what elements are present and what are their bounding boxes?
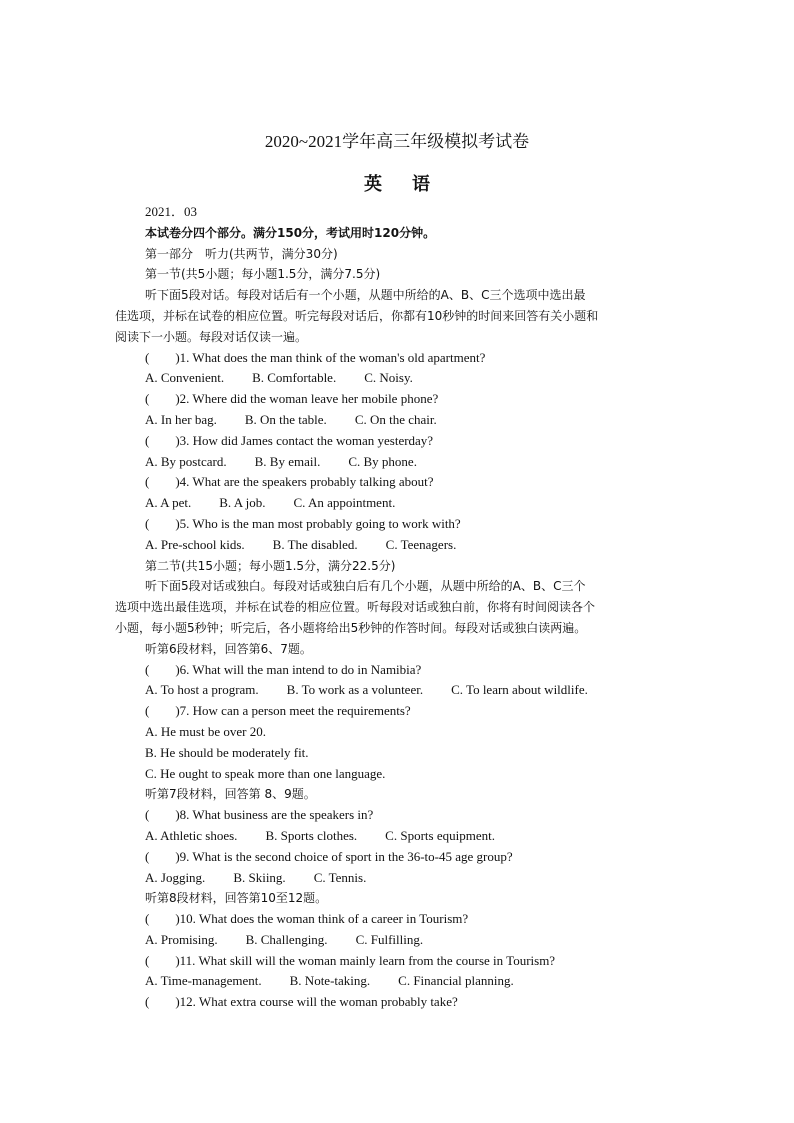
question-7-option-a: A. He must be over 20. — [145, 723, 266, 739]
exam-title: 2020~2021学年高三年级模拟考试卷 — [264, 132, 530, 151]
question-4-options — [145, 493, 685, 514]
section2-instruction-line1: 听下面5段对话或独白。每段对话或独白后有几个小题，从题中所给的A、B、C三个 — [145, 579, 586, 594]
subject-title: 英语 — [364, 174, 460, 195]
question-5-options — [145, 535, 685, 556]
section2-instruction-line2: 选项中选出最佳选项，并标在试卷的相应位置。听每段对话或独白前，你将有时间阅读各个 — [115, 600, 596, 615]
question-10-options — [145, 930, 685, 951]
option-a: A. Time-management. — [145, 973, 262, 989]
section1-title: 第一节(共5小题；每小题1.5分，满分7.5分) — [145, 267, 381, 282]
question-1-options — [145, 368, 685, 389]
question-7-option-c: C. He ought to speak more than one language. — [145, 765, 386, 781]
question-6-options — [145, 680, 685, 701]
option-c: C. Tennis. — [313, 869, 367, 885]
option-b: B. Note-taking. — [289, 973, 371, 989]
option-b: B. Challenging. — [245, 931, 328, 947]
option-c: C. Fulfilling. — [355, 931, 424, 947]
question-9: ( )9. What is the second choice of sport in the 36-to-45 age group? — [145, 848, 513, 864]
question-3: ( )3. How did James contact the woman yesterday? — [145, 432, 434, 448]
question-7-option-b: B. He should be moderately fit. — [145, 744, 309, 760]
question-9-options — [145, 868, 685, 889]
option-a: A. By postcard. — [145, 453, 227, 469]
option-c: C. An appointment. — [293, 495, 396, 511]
option-a: A. In her bag. — [145, 411, 217, 427]
option-a: A. A pet. — [145, 495, 192, 511]
option-c: C. On the chair. — [354, 411, 437, 427]
option-b: B. To work as a volunteer. — [286, 682, 424, 698]
option-a: A. Promising. — [145, 931, 218, 947]
option-b: B. Comfortable. — [252, 370, 337, 386]
option-c: C. Noisy. — [364, 370, 413, 386]
question-1: ( )1. What does the man think of the woman's old apartment? — [145, 349, 486, 365]
option-b: B. Sports clothes. — [265, 827, 358, 843]
question-5: ( )5. Who is the man most probably going to work with? — [145, 515, 461, 531]
section1-instruction-line2: 佳选项，并标在试卷的相应位置。听完每段对话后，你都有10秒钟的时间来回答有关小题和 — [115, 308, 599, 323]
exam-body — [115, 202, 685, 1013]
section2-instruction-line3: 小题，每小题5秒钟；听完后，各小题将给出5秒钟的作答时间。每段对话或独白读两遍。 — [115, 620, 587, 635]
exam-date: 2021．03 — [145, 204, 198, 219]
option-b: B. Skiing. — [233, 869, 286, 885]
option-c: C. By phone. — [348, 453, 417, 469]
section1-instruction-line1: 听下面5段对话。每段对话后有一个小题，从题中所给的A、B、C三个选项中选出最 — [145, 288, 586, 303]
material-6-heading: 听第6段材料，回答第6、7题。 — [145, 641, 312, 656]
option-b: B. On the table. — [244, 411, 327, 427]
question-4: ( )4. What are the speakers probably talking about? — [145, 474, 434, 490]
option-c: C. To learn about wildlife. — [451, 682, 588, 698]
option-a: A. Athletic shoes. — [145, 827, 238, 843]
option-b: B. By email. — [254, 453, 321, 469]
question-7: ( )7. How can a person meet the requirements? — [145, 703, 411, 719]
question-8-options — [145, 826, 685, 847]
question-3-options — [145, 452, 685, 473]
exam-note: 本试卷分四个部分。满分150分，考试用时120分钟。 — [145, 225, 436, 240]
option-c: C. Financial planning. — [398, 973, 514, 989]
material-8-heading: 听第8段材料，回答第10至12题。 — [145, 891, 328, 906]
option-a: A. To host a program. — [145, 682, 259, 698]
option-a: A. Convenient. — [145, 370, 225, 386]
option-c: C. Sports equipment. — [385, 827, 495, 843]
question-11-options — [145, 971, 685, 992]
question-11: ( )11. What skill will the woman mainly learn from the course in Tourism? — [145, 952, 556, 968]
option-c: C. Teenagers. — [385, 536, 457, 552]
option-a: A. Jogging. — [145, 869, 206, 885]
question-10: ( )10. What does the woman think of a career in Tourism? — [145, 911, 469, 927]
section2-title: 第二节(共15小题；每小题1.5分，满分22.5分) — [145, 558, 396, 573]
option-b: B. A job. — [219, 495, 266, 511]
question-2-options — [145, 410, 685, 431]
question-2: ( )2. Where did the woman leave her mobile phone? — [145, 391, 439, 407]
section1-instruction-line3: 阅读下一小题。每段对话仅读一遍。 — [115, 329, 308, 344]
question-12: ( )12. What extra course will the woman probably take? — [145, 994, 458, 1010]
part1-title: 第一部分 听力(共两节，满分30分) — [145, 246, 338, 261]
option-b: B. The disabled. — [272, 536, 358, 552]
option-a: A. Pre-school kids. — [145, 536, 245, 552]
material-7-heading: 听第7段材料，回答第 8、9题。 — [145, 787, 316, 802]
question-8: ( )8. What business are the speakers in? — [145, 807, 374, 823]
question-6: ( )6. What will the man intend to do in Namibia? — [145, 661, 422, 677]
